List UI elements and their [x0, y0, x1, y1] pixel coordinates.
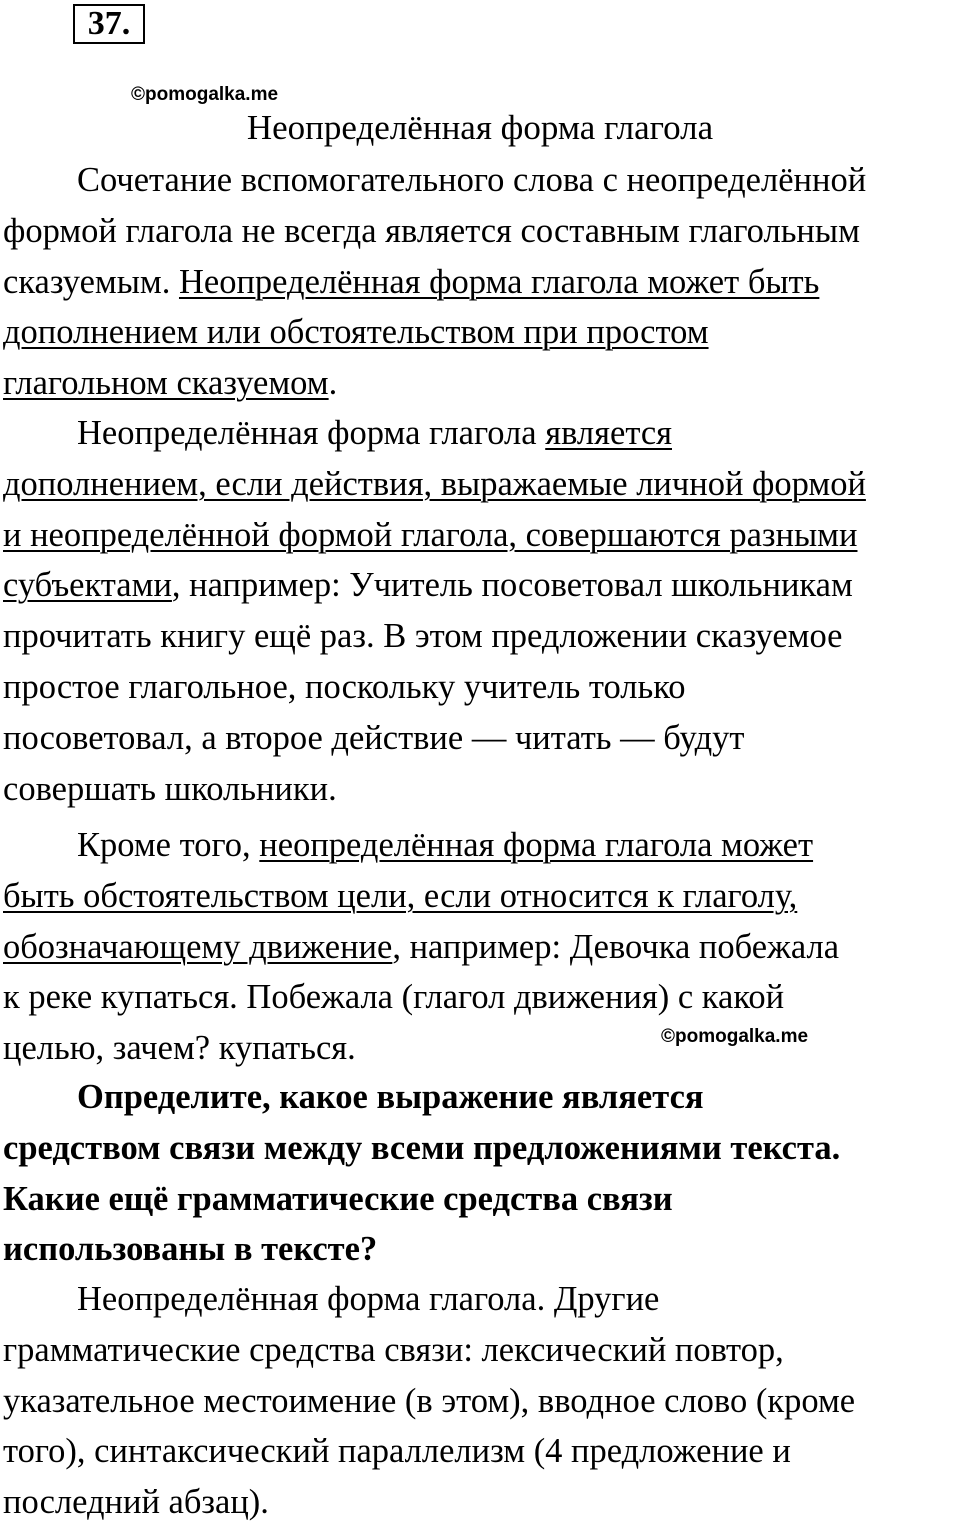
text-fragment: Кроме того, — [77, 826, 260, 864]
underlined-text: дополнением, если действия, выражаемые личной формой — [3, 464, 866, 503]
underlined-text: обозначающему движение — [3, 927, 393, 966]
paragraph-purpose — [3, 820, 959, 1074]
underlined-text: дополнением или обстоятельством при простом — [3, 313, 709, 352]
text-fragment: , например: Девочка побежала — [392, 927, 840, 966]
text-line: совершать школьники. — [3, 769, 337, 808]
text-line — [3, 257, 959, 308]
text-line: целью, зачем? купаться. — [3, 1029, 356, 1068]
text-line — [3, 408, 959, 459]
task-number-box: 37. — [73, 4, 145, 44]
text-fragment: Неопределённая форма глагола — [77, 414, 546, 452]
text-line: прочитать книгу ещё раз. В этом предложении сказуемое — [3, 617, 843, 656]
text-fragment: . — [328, 364, 338, 403]
underlined-text: Неопределённая форма глагола может быть — [178, 262, 820, 301]
underlined-text: субъектами — [3, 566, 172, 605]
question-line: средством связи между всеми предложениями текста. — [3, 1128, 841, 1167]
page-title: Неопределённая форма глагола — [246, 108, 714, 147]
answer-block — [3, 1274, 959, 1528]
text-line — [3, 307, 959, 358]
question-line: Определите, какое выражение является — [77, 1078, 704, 1116]
answer-line: грамматические средства связи: лексический повтор, — [3, 1330, 784, 1369]
watermark-top: ©pomogalka.me — [131, 84, 279, 105]
paragraph-intro — [3, 155, 959, 409]
question-line: использованы в тексте? — [3, 1230, 378, 1269]
underlined-text: и неопределённой формой глагола, совершаются разными — [3, 515, 858, 554]
text-line: простое глагольное, поскольку учитель только — [3, 667, 686, 706]
underlined-text: является — [545, 414, 672, 452]
text-line — [3, 510, 959, 561]
answer-line: последний абзац). — [3, 1483, 269, 1522]
text-line — [3, 871, 959, 922]
text-line: формой глагола не всегда является составным глагольным — [3, 211, 860, 250]
answer-line: указательное местоимение (в этом), вводное слово (кроме — [3, 1381, 856, 1420]
text-line: к реке купаться. Побежала (глагол движения) с какой — [3, 978, 785, 1017]
underlined-text: неопределённая форма глагола может — [259, 826, 814, 864]
text-line — [3, 560, 959, 611]
underlined-text: глагольном сказуемом — [3, 364, 329, 403]
text-fragment: , например: Учитель посоветовал школьникам — [171, 566, 853, 605]
question-block — [3, 1072, 959, 1275]
question-line: Какие ещё грамматические средства связи — [3, 1179, 673, 1218]
text-line: Сочетание вспомогательного слова с неопределённой — [77, 161, 867, 199]
text-line: посоветовал, а второе действие — читать — будут — [3, 718, 745, 757]
text-line — [3, 820, 959, 871]
watermark-middle: ©pomogalka.me — [661, 1026, 809, 1047]
answer-line: Неопределённая форма глагола. Другие — [77, 1280, 660, 1318]
text-line — [3, 358, 959, 409]
answer-line: того), синтаксический параллелизм (4 предложение и — [3, 1432, 791, 1471]
text-fragment: сказуемым. — [3, 262, 179, 301]
text-line — [3, 459, 959, 510]
text-line — [3, 922, 959, 973]
underlined-text: быть обстоятельством цели, если относится к глаголу, — [3, 876, 798, 915]
paragraph-object — [3, 408, 959, 814]
